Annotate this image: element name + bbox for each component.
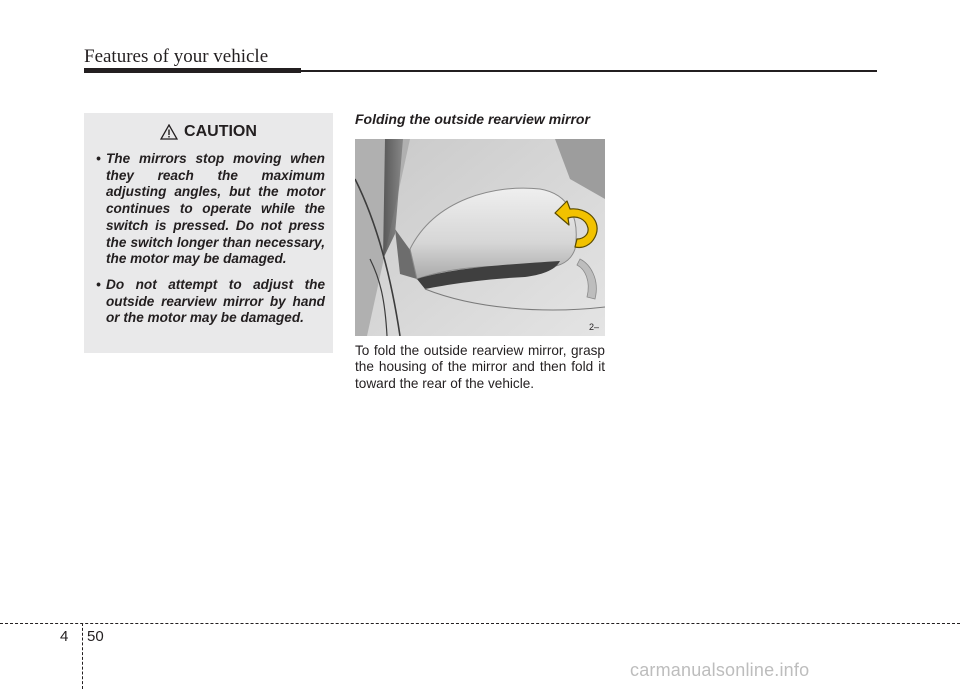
section-heading: Folding the outside rearview mirror (355, 111, 590, 127)
caution-heading (92, 121, 325, 143)
warning-triangle-icon (160, 124, 178, 140)
caution-item (92, 151, 325, 268)
caution-item-text: Do not attempt to adjust the outside rearview mirror by hand or the motor may be damaged. (106, 276, 325, 326)
side-mirror-image (355, 139, 605, 336)
footer-page-number: 50 (87, 628, 104, 645)
figure-code: 2– (589, 322, 600, 332)
caution-box (84, 113, 333, 353)
header-rule-thick (84, 68, 301, 73)
page-header-title: Features of your vehicle (84, 46, 269, 67)
header-rule-thin (301, 70, 877, 72)
bullet: • (96, 151, 101, 166)
caution-list (92, 151, 325, 327)
caution-item-text: The mirrors stop moving when they reach the maximum adjusting angles, but the motor continues to operate while the switch is pressed. Do not press the switch longer than necessary, the motor may be damaged. (106, 151, 325, 267)
watermark-logo: carmanualsonline.info (630, 660, 810, 680)
bullet: • (96, 276, 101, 292)
caution-item (92, 277, 325, 327)
footer-vertical-rule (82, 623, 83, 689)
mirror-illustration (355, 139, 605, 336)
footer-chapter-number: 4 (60, 628, 69, 645)
footer-rule (0, 623, 960, 624)
section-body-text: To fold the outside rearview mirror, grasp the housing of the mirror and then fold it toward the rear of the vehicle. (355, 343, 605, 391)
caution-heading-text: CAUTION (184, 123, 257, 140)
